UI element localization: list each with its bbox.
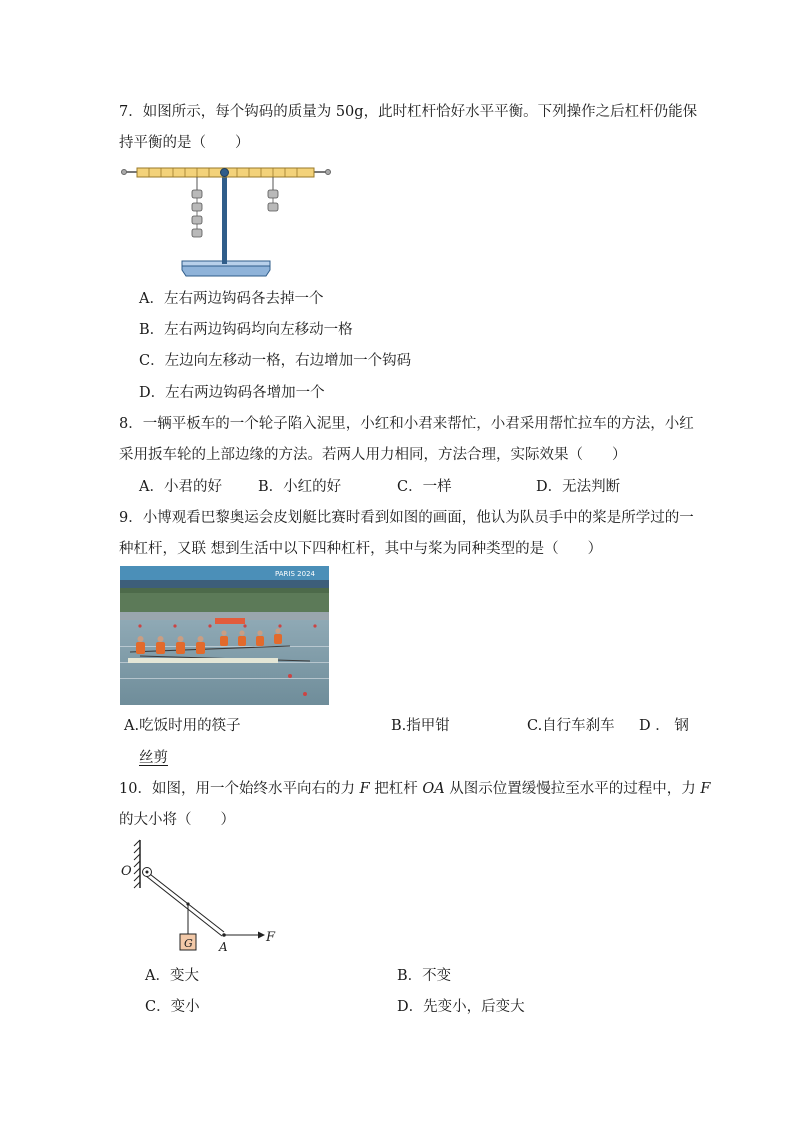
- q10-stem-part3: 从图示位置缓慢拉至水平的过程中，力: [444, 781, 701, 797]
- q7-option-a[interactable]: A．左右两边钩码各去掉一个: [139, 291, 324, 307]
- o-label: O: [121, 864, 132, 879]
- q9-option-a[interactable]: A.吃饭时用的筷子: [124, 718, 241, 734]
- q8-option-b[interactable]: B．小红的好: [258, 479, 342, 495]
- q10-stem-part1: 10．如图，用一个始终水平向右的力: [119, 781, 360, 797]
- q9-option-d-continued: 丝剪: [139, 750, 168, 766]
- q9-option-d[interactable]: D ． 钢: [639, 718, 689, 734]
- q10-option-a[interactable]: A．变大: [145, 968, 199, 984]
- q7-stem-line2: 持平衡的是（ ）: [119, 135, 250, 151]
- q10-option-c[interactable]: C．变小: [145, 999, 200, 1015]
- q10-lever-symbol: OA: [422, 781, 445, 797]
- a-label: A: [219, 940, 228, 954]
- lever-oa-figure: [118, 838, 283, 956]
- q9-option-b[interactable]: B.指甲钳: [391, 718, 450, 734]
- q10-force-symbol-2: F: [700, 781, 711, 797]
- q8-option-a[interactable]: A．小君的好: [139, 479, 222, 495]
- q7-stem-line1: 7．如图所示，每个钩码的质量为 50g，此时杠杆恰好水平平衡。下列操作之后杠杆仍能保: [119, 104, 698, 120]
- q8-stem-line2: 采用扳车轮的上部边缘的方法。若两人用力相同，方法合理，实际效果（ ）: [119, 447, 627, 463]
- q7-option-b[interactable]: B．左右两边钩码均向左移动一格: [139, 322, 353, 338]
- lever-balance-figure: [120, 158, 332, 284]
- q10-stem-line1: [119, 779, 710, 799]
- q10-force-symbol: F: [359, 781, 370, 797]
- photo-banner-text: PARIS 2024: [275, 570, 315, 578]
- q7-option-d[interactable]: D．左右两边钩码各增加一个: [139, 385, 325, 401]
- q7-option-c[interactable]: C．左边向左移动一格，右边增加一个钩码: [139, 353, 412, 369]
- q10-option-d[interactable]: D．先变小，后变大: [397, 999, 525, 1015]
- q10-stem-line2: 的大小将（ ）: [119, 812, 235, 828]
- rowing-photo: [120, 566, 329, 705]
- q10-option-b[interactable]: B．不变: [397, 968, 452, 984]
- q9-stem-line2: 种杠杆，又联 想到生活中以下四种杠杆，其中与桨为同种类型的是（ ）: [119, 541, 603, 557]
- q8-stem-line1: 8．一辆平板车的一个轮子陷入泥里，小红和小君来帮忙，小君采用帮忙拉车的方法，小红: [119, 416, 694, 432]
- q9-option-c[interactable]: C.自行车刹车: [527, 718, 615, 734]
- q8-option-c[interactable]: C．一样: [397, 479, 452, 495]
- g-label: G: [184, 937, 193, 950]
- q10-stem-part2: 把杠杆: [369, 781, 423, 797]
- q8-option-d[interactable]: D．无法判断: [536, 479, 621, 495]
- q9-stem-line1: 9．小博观看巴黎奥运会皮划艇比赛时看到如图的画面，他认为队员手中的桨是所学过的一: [119, 510, 694, 526]
- f-label: F: [266, 930, 276, 945]
